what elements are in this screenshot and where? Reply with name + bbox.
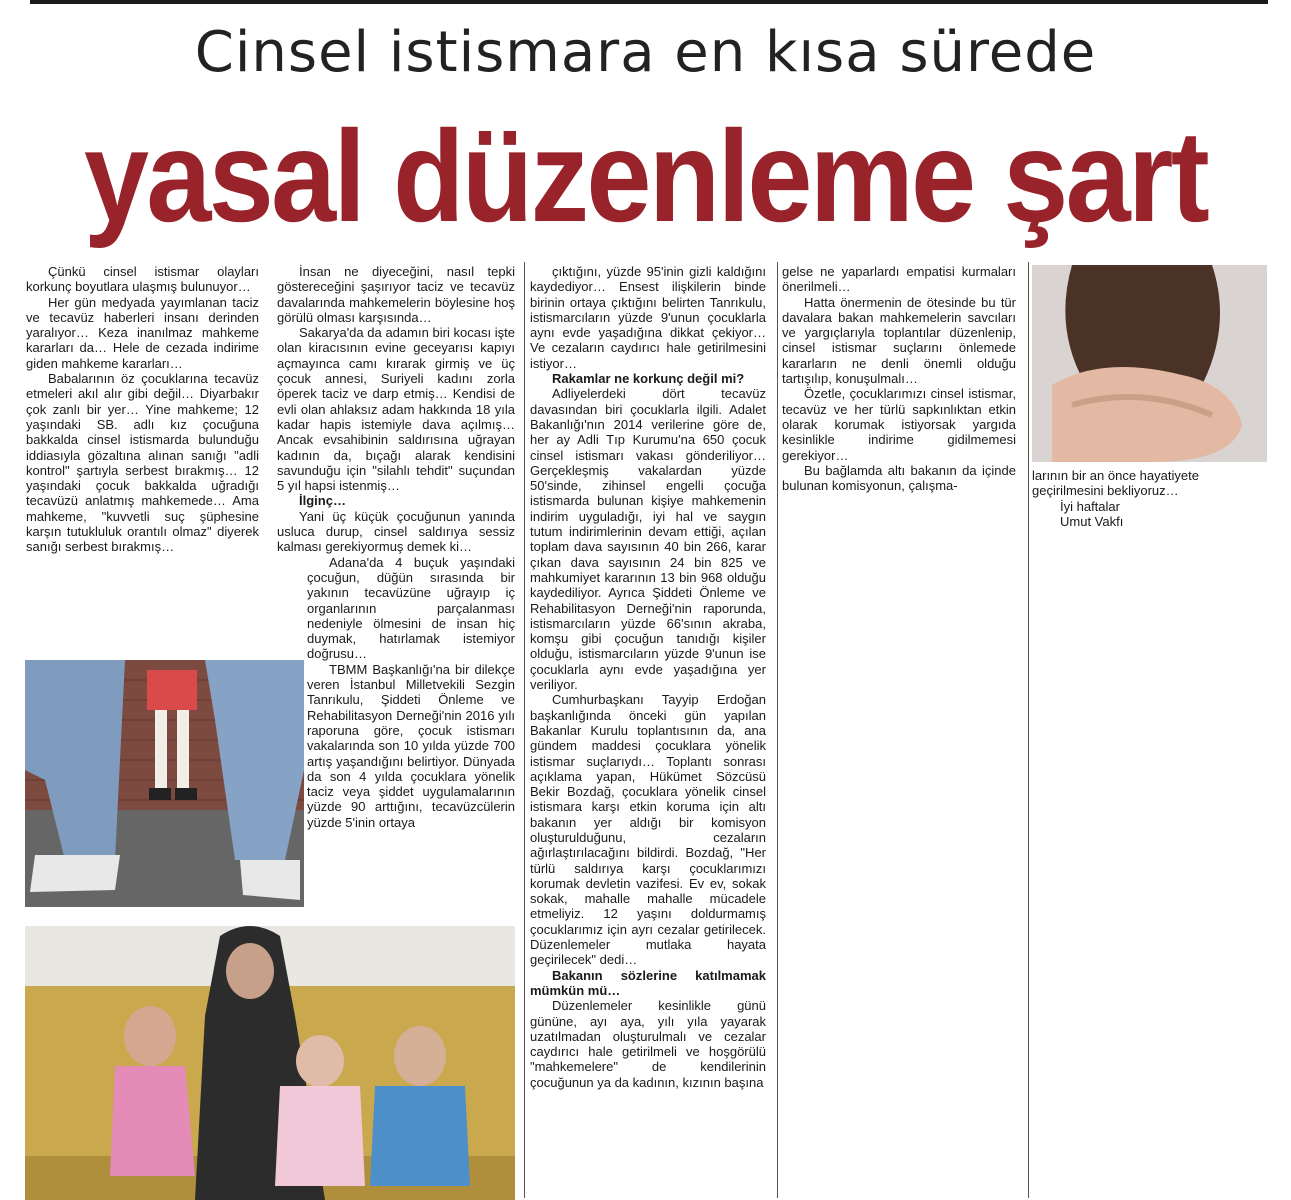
subheading: Rakamlar ne korkunç değil mi? — [552, 371, 745, 387]
legs-photo — [25, 660, 304, 907]
top-rule — [30, 0, 1268, 4]
column-4 — [782, 264, 1016, 493]
paragraph: Babalarının öz çocuklarına tecavüz etmeleri akıl alır gibi değil… Diyarbakır çok zanlı bir yer… Yine mahkeme; 12 yaşındaki SB. adlı kız çocuğuna bakkalda cinsel istismarda bulunduğu iddiasıyla gözaltına alınan sanığı "adli kontrol" şartıyla serbest bırakmış… 12 yaşındaki çocuk bakkalda uğradığı tecavüzü anlatmış mahkemede… Ama mahkeme, "kuvvetli suç şüphesine karşın tutukluluk orantılı olmaz" diyerek sanığı serbest bırakmış… — [26, 371, 259, 555]
column-3 — [530, 264, 766, 1090]
girl-illustration — [1032, 265, 1267, 462]
column-2 — [277, 264, 515, 830]
subheading: İlginç… — [299, 493, 346, 509]
signoff-greeting: İyi haftalar — [1060, 498, 1120, 514]
paragraph: gelse ne yaparlardı empatisi kurmaları önerilmeli… — [782, 264, 1016, 295]
article-kicker: Cinsel istismara en kısa sürede — [194, 20, 1097, 85]
column-separator — [1028, 262, 1029, 1198]
paragraph: Bu bağlamda altı bakanın da içinde bulunan komisyonun, çalışma- — [782, 462, 1016, 494]
column-separator — [777, 262, 778, 1198]
paragraph: Sakarya'da da adamın biri kocası işte olan kiracısının evine geceyarısı kapıyı açmayınca camı kırarak girmiş ve üç çocuk annesi, Suriyeli kadını zorla öperek taciz ve darp etmiş… Kendisi de evli olan ahlaksız adam hakkında 18 yıla kadar hapis istemiyle dava açılmış… Ancak evsahibinin saldırısına uğrayan kadının da, bıçağı alarak kendisini savunduğu için "silahlı tehdit" suçundan 5 yıl hapsi istenmiş… — [277, 325, 515, 494]
paragraph: İnsan ne diyeceğini, nasıl tepki göstereceğini şaşırıyor taciz ve tecavüz davalarında mahkemelerin böylesine hoş görülü olması karşısında… — [277, 264, 515, 325]
paragraph: Çünkü cinsel istismar olayları korkunç boyutlara ulaşmış bulunuyor… — [26, 264, 259, 295]
closing-paragraph: larının bir an önce hayatiyete geçirilmesini bekliyoruz… — [1032, 468, 1199, 499]
paragraph: TBMM Başkanlığı'na bir dilekçe veren İstanbul Milletvekili Sezgin Tanrıkulu, Şiddeti Önleme ve Rehabilitasyon Derneği'nin 2016 yılı raporuna göre, çocuk istismarı vakalarında son 10 yılda yüzde 700 artış yaşandığını belirtiyor. Dünyada da son 4 yılda çocuklara yönelik taciz veya şiddet uygulamalarının yüzde 90 arttığını, tecavüzcülerin yüzde 5'inin ortaya — [307, 661, 515, 830]
paragraph: Adana'da 4 buçuk yaşındaki çocuğun, düğün sırasında bir yakının tecavüzüne uğrayıp iç organlarının parçalanması nedeniyle ölmesini de insan hiç duymak, hatırlamak istemiyor doğrusu… — [307, 554, 515, 662]
subheading: Bakanın sözlerine katılmamak mümkün mü… — [530, 967, 766, 998]
paragraph: Her gün medyada yayımlanan taciz ve tecavüz haberleri insanı derinden yaralıyor… Keza inanılmaz mahkeme kararları da… Hele de cezada indirime giden mahkeme kararları… — [26, 294, 259, 371]
column-1 — [26, 264, 259, 555]
paragraph: Hatta önermenin de ötesinde bu tür davalara bakan mahkemelerin savcıları ve yargıçlarıyla toplantılar düzenlenip, cinsel istismar suçlarını önlemede kararların ne denli önemli olduğu tartışılıp, konuşulmalı… — [782, 294, 1016, 387]
signoff-author: Umut Vakfı — [1060, 513, 1124, 529]
article-headline: yasal düzenleme şart — [83, 103, 1208, 249]
paragraph: Yani üç küçük çocuğunun yanında usluca durup, cinsel saldırıya sessiz kalması gerekiyormuş demek ki… — [277, 508, 515, 555]
girl-photo — [1032, 265, 1267, 462]
family-illustration — [25, 926, 515, 1200]
column-5 — [1032, 468, 1268, 529]
paragraph: Adliyelerdeki dört tecavüz davasından biri çocuklarla ilgili. Adalet Bakanlığı'nın 2014 verilerine göre de, her ay Adli Tıp Kurumu'na 650 çocuk cinsel istismarı vakası gönderiliyor… Gerçekleşmiş vakalardan yüzde 50'sinde, zihinsel engelli çocuğa istismarda bulunan kişiye mahkemenin indirim uyguladığı, iyi hal ve saygın tutum indirimlerinin devam ettiği, açılan toplam dava sayısının 40 bin 266, karar çıkan dava sayısının 24 bin 825 ve mahkumiyet kararının 13 bin 968 olduğu kaydediliyor. Ayrıca Şiddeti Önleme ve Rehabilitasyon Derneği'nin raporunda, istismarcıların yüzde 66'sının akraba, komşu gibi çocuğun tanıdığı kişiler olduğu, istismarcıların yüzde 9'unun ise çocuklarla aynı evde yaşadığına yer veriliyor. — [530, 386, 766, 693]
column-separator — [524, 262, 525, 1198]
family-photo — [25, 926, 515, 1200]
paragraph: Düzenlemeler kesinlikle günü gününe, ayı aya, yılı yıla yayarak uzatılmadan oluşturulmalı ve cezalar caydırıcı hale getirilmeli ve hoşgörülü "mahkemelere" de kendilerinin çocuğunun ya da kadının, kızının başına — [530, 998, 766, 1090]
paragraph: çıktığını, yüzde 95'inin gizli kaldığını kaydediyor… Ensest ilişkilerin binde birinin ortaya çıktığını belirten Tanrıkulu, istismarcıların yüzde 9'unun çocuklarla aynı evde yaşadığına dikkat çekiyor… Ve cezaların caydırıcı hale getirilmesini istiyor… — [530, 264, 766, 371]
legs-illustration — [25, 660, 304, 907]
paragraph: Özetle, çocuklarımızı cinsel istismar, tecavüz ve her türlü sapkınlıktan etkin olarak korumak istiyorsak yargıda kesinlikle indirime gidilmemesi gerekiyor… — [782, 386, 1016, 463]
paragraph: Cumhurbaşkanı Tayyip Erdoğan başkanlığında önceki gün yapılan Bakanlar Kurulu toplantısının da, ana gündem maddesi çocuklara yönelik istismar suçlarıydı… Toplantı sonrası açıklama yapan, Hükümet Sözcüsü Bekir Bozdağ, çocuklara yönelik cinsel istismara karşı etkin koruma için altı bakanın yer aldığı bir komisyon oluşturulduğunu, cezaların ağırlaştırılacağını bildirdi. Bozdağ, "Her türlü saldırıya karşı çocuklarımızı korumak devletin vazifesi. Ev ev, sokak sokak, mahalle mahalle mücadele etmeliyiz. 12 yaşını doldurmamış çocuklarımız için ayrı cezalar getirilecek. Düzenlemeler mutlaka hayata geçirilecek" dedi… — [530, 692, 766, 968]
